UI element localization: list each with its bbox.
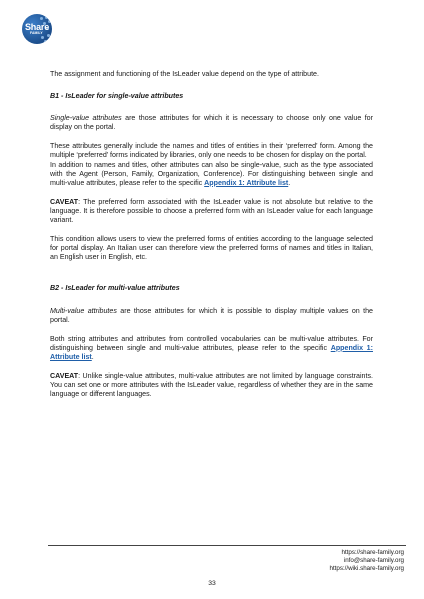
footer-wiki-link[interactable]: https://wiki.share-family.org bbox=[329, 565, 404, 573]
b1-paragraph-2: These attributes generally include the names and titles of entities in their ‘preferred’ form. Among the multiple ‘preferred’ forms indicated by libraries, only one needs to be chosen for display on the portal. bbox=[50, 142, 373, 160]
footer-contacts bbox=[330, 549, 405, 574]
b1-caveat: CAVEAT: The preferred form associated with the IsLeader value is not absolute but relative to the language. It is therefore possible to choose a preferred form with an IsLeader value for each language variant. bbox=[50, 197, 373, 225]
b2-term: Multi-value attributes bbox=[50, 306, 117, 315]
appendix-link[interactable]: Appendix 1: Attribute list bbox=[50, 343, 373, 361]
appendix-link[interactable]: Appendix 1: Attribute list bbox=[204, 178, 289, 187]
b1-paragraph-1: Single-value attributes are those attributes for which it is necessary to choose only one value for display on the portal. bbox=[50, 114, 373, 132]
b1-paragraph-5: This condition allows users to view the preferred forms of entities according to the language selected for portal display. An Italian user can therefore view the preferred forms of names and titles in Italian, an English user in English, etc. bbox=[50, 235, 373, 262]
b2-paragraph-2: Both string attributes and attributes from controlled vocabularies can be multi-value attributes. For distinguishing between single and multi-value attributes, please refer to the specific Appendix 1: Attribute list. bbox=[50, 334, 373, 361]
footer-email-link[interactable]: info@share-family.org bbox=[343, 557, 404, 565]
page-number: 33 bbox=[208, 580, 216, 587]
logo-subtext: FAMILY bbox=[30, 31, 43, 35]
footer-divider bbox=[48, 545, 406, 546]
section-b2-heading: B2 - IsLeader for multi-value attributes bbox=[50, 284, 180, 293]
b1-term: Single-value attributes bbox=[50, 114, 122, 123]
document-body bbox=[50, 70, 373, 399]
caveat-label: CAVEAT bbox=[50, 197, 79, 206]
b2-paragraph-1: Multi-value attributes are those attributes for which it is possible to display multiple values on the portal. bbox=[50, 306, 373, 324]
logo-text: Share bbox=[25, 22, 50, 32]
share-family-logo bbox=[22, 14, 52, 44]
b2-caveat: CAVEAT: Unlike single-value attributes, multi-value attributes are not limited by language constraints. You can set one or more attributes with the IsLeader value, regardless of whether they are in the same language or different languages. bbox=[50, 371, 373, 399]
b1-paragraph-3: In addition to names and titles, other attributes can also be single-value, such as the type associated with the Agent (Person, Family, Organization, Conference). For distinguishing between single and multi-value attributes, please refer to the specific Appendix 1: Attribute list. bbox=[50, 160, 373, 187]
section-b1-heading: B1 - IsLeader for single-value attributes bbox=[50, 92, 184, 101]
intro-paragraph: The assignment and functioning of the IsLeader value depend on the type of attribute. bbox=[50, 70, 319, 78]
caveat-label: CAVEAT bbox=[50, 371, 79, 380]
footer-site-link[interactable]: https://share-family.org bbox=[341, 549, 404, 556]
